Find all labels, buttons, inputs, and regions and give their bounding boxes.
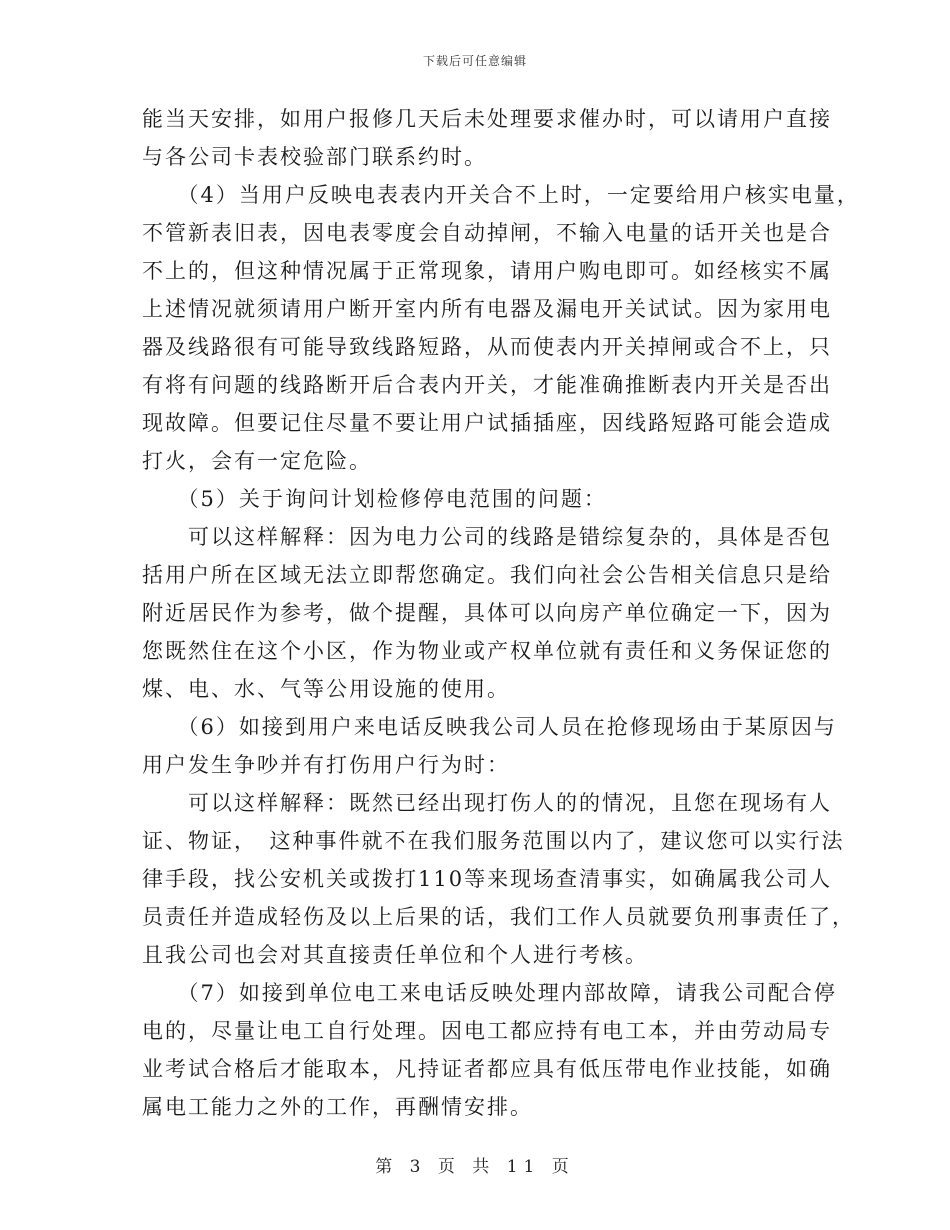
text-line: 上述情况就须请用户断开室内所有电器及漏电开关试试。因为家用电	[142, 297, 832, 321]
text-line: 不上的，但这种情况属于正常现象，请用户购电即可。如经核实不属	[142, 259, 832, 283]
text-line: （5）关于询问计划检修停电范围的问题：	[142, 487, 607, 511]
text-line: 括用户所在区域无法立即帮您确定。我们向社会公告相关信息只是给	[142, 563, 832, 587]
text-line: 属电工能力之外的工作，再酬情安排。	[142, 1095, 533, 1119]
text-line: 现故障。但要记住尽量不要让用户试插插座，因线路短路可能会造成	[142, 411, 832, 435]
text-line: 员责任并造成轻伤及以上后果的话，我们工作人员就要负刑事责任了，	[142, 905, 855, 929]
text-line: 煤、电、水、气等公用设施的使用。	[142, 677, 510, 701]
document-body	[142, 100, 860, 1126]
page-number-footer: 第 3 页 共 11 页	[375, 1157, 575, 1177]
text-line: （7）如接到单位电工来电话反映处理内部故障，请我公司配合停	[142, 981, 837, 1005]
text-line: 证、物证， 这种事件就不在我们服务范围以内了，建议您可以实行法	[142, 829, 845, 853]
text-line: （4）当用户反映电表表内开关合不上时，一定要给用户核实电量，	[142, 183, 860, 207]
text-line: 业考试合格后才能取本，凡持证者都应具有低压带电作业技能，如确	[142, 1057, 832, 1081]
text-line: 有将有问题的线路断开后合表内开关，才能准确推断表内开关是否出	[142, 373, 832, 397]
page-header: 下载后可任意编辑	[422, 54, 527, 68]
text-line: 可以这样解释：既然已经出现打伤人的的情况，且您在现场有人	[142, 791, 832, 815]
text-line: 不管新表旧表，因电表零度会自动掉闸，不输入电量的话开关也是合	[142, 221, 832, 245]
text-line: 与各公司卡表校验部门联系约时。	[142, 145, 487, 169]
text-line: 用户发生争吵并有打伤用户行为时：	[142, 753, 510, 777]
text-line: 您既然住在这个小区，作为物业或产权单位就有责任和义务保证您的	[142, 639, 832, 663]
text-line: 附近居民作为参考，做个提醒，具体可以向房产单位确定一下，因为	[142, 601, 832, 625]
text-line: 且我公司也会对其直接责任单位和个人进行考核。	[142, 943, 648, 967]
text-line: 律手段，找公安机关或拨打110等来现场查清事实，如确属我公司人	[142, 867, 833, 891]
text-line: 能当天安排，如用户报修几天后未处理要求催办时，可以请用户直接	[142, 107, 832, 131]
text-line: 器及线路很有可能导致线路短路，从而使表内开关掉闸或合不上，只	[142, 335, 832, 359]
text-line: 电的，尽量让电工自行处理。因电工都应持有电工本，并由劳动局专	[142, 1019, 832, 1043]
text-line: （6）如接到用户来电话反映我公司人员在抢修现场由于某原因与	[142, 715, 837, 739]
text-line: 打火，会有一定危险。	[142, 449, 372, 473]
text-line: 可以这样解释：因为电力公司的线路是错综复杂的，具体是否包	[142, 525, 832, 549]
